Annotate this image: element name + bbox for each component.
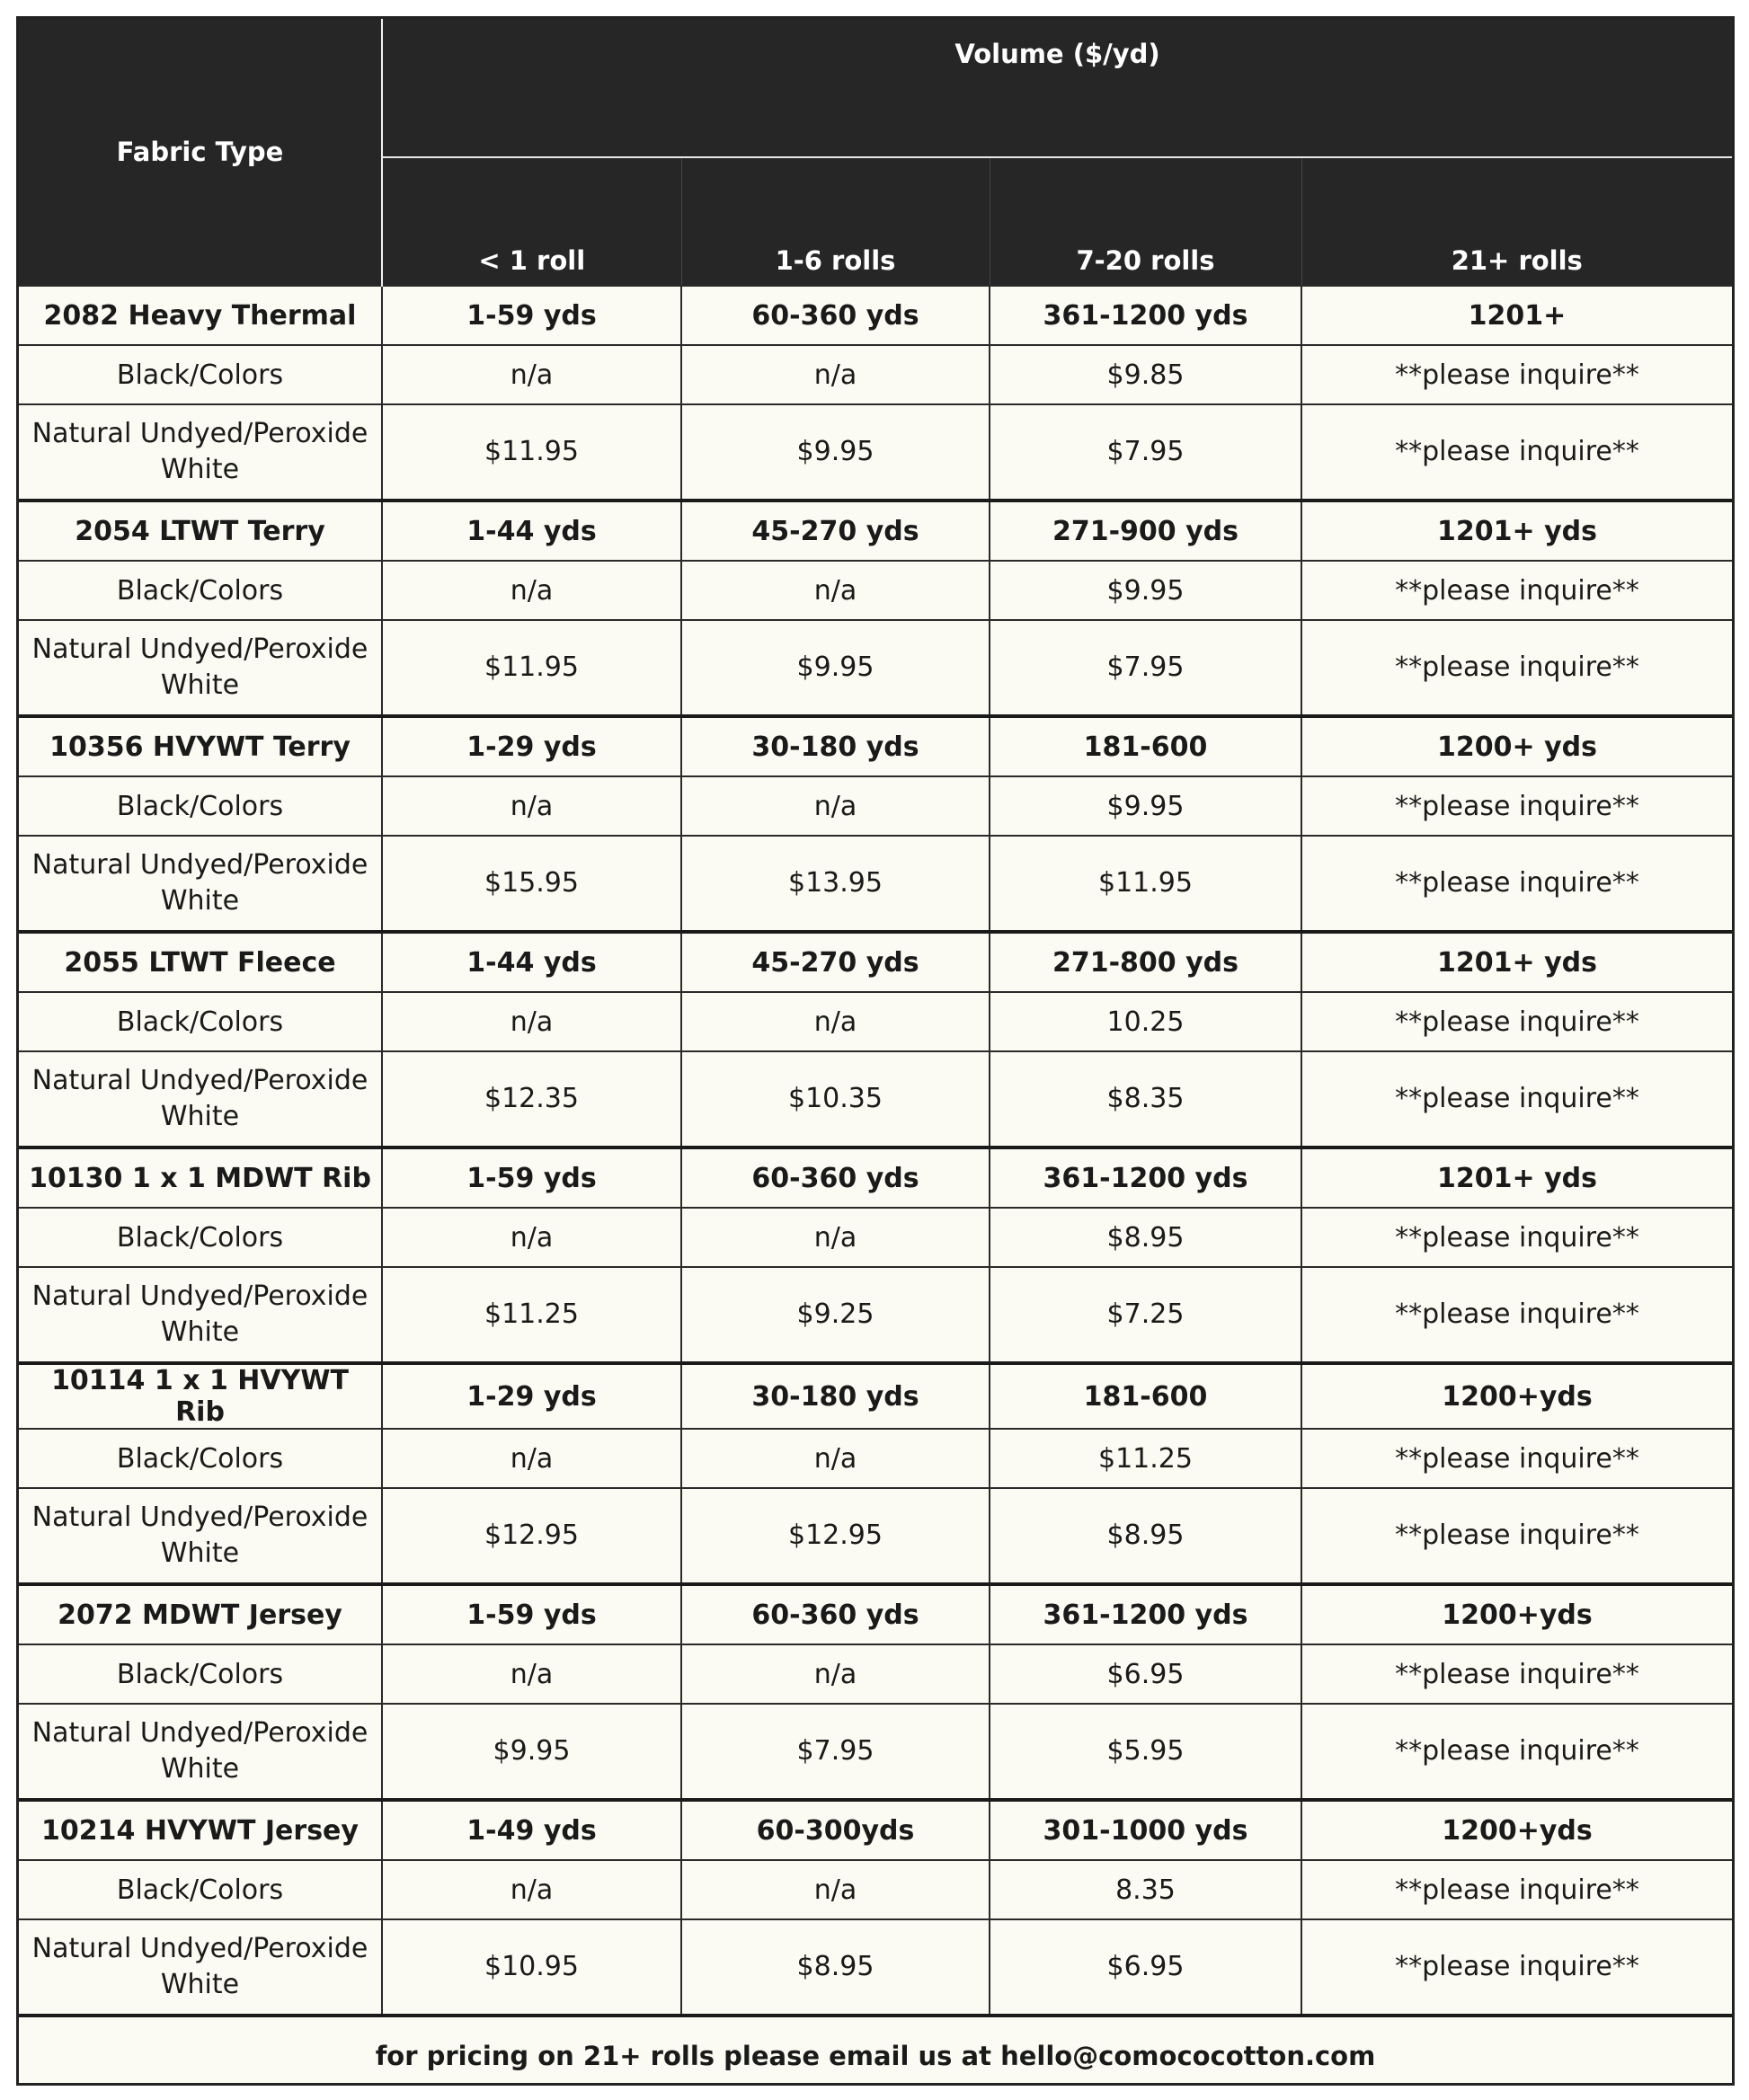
price-cell: $5.95 xyxy=(990,1704,1301,1800)
price-cell: $10.35 xyxy=(681,1051,990,1147)
fabric-group-row xyxy=(19,932,1732,992)
price-cell: n/a xyxy=(382,1644,681,1704)
yardage-range: 181-600 xyxy=(990,1363,1301,1429)
fabric-group-row xyxy=(19,1363,1732,1429)
price-cell: $6.95 xyxy=(990,1919,1301,2016)
yardage-range: 1201+ xyxy=(1301,286,1732,345)
yardage-range: 361-1200 yds xyxy=(990,1147,1301,1208)
price-cell: **please inquire** xyxy=(1301,1644,1732,1704)
fabric-type-header: Fabric Type xyxy=(19,19,382,286)
fabric-group-row xyxy=(19,1800,1732,1860)
price-cell: **please inquire** xyxy=(1301,1267,1732,1363)
price-cell: $12.35 xyxy=(382,1051,681,1147)
table-row xyxy=(19,1429,1732,1488)
yardage-range: 1-49 yds xyxy=(382,1800,681,1860)
price-cell: **please inquire** xyxy=(1301,345,1732,404)
yardage-range: 45-270 yds xyxy=(681,501,990,561)
table-body xyxy=(19,286,1732,2016)
price-cell: n/a xyxy=(382,1860,681,1919)
price-cell: $15.95 xyxy=(382,836,681,932)
yardage-range: 1201+ yds xyxy=(1301,501,1732,561)
price-cell: n/a xyxy=(681,561,990,620)
table-row xyxy=(19,992,1732,1051)
price-cell: **please inquire** xyxy=(1301,992,1732,1051)
price-cell: $8.95 xyxy=(990,1488,1301,1584)
yardage-range: 181-600 xyxy=(990,716,1301,776)
table-row xyxy=(19,1704,1732,1800)
price-cell: $12.95 xyxy=(681,1488,990,1584)
price-cell: n/a xyxy=(681,1860,990,1919)
yardage-range: 1-59 yds xyxy=(382,1147,681,1208)
fabric-group-row xyxy=(19,286,1732,345)
yardage-range: 1200+yds xyxy=(1301,1584,1732,1644)
price-cell: $13.95 xyxy=(681,836,990,932)
yardage-range: 1-29 yds xyxy=(382,1363,681,1429)
price-cell: $8.95 xyxy=(681,1919,990,2016)
yardage-range: 1200+yds xyxy=(1301,1363,1732,1429)
price-cell: n/a xyxy=(681,1429,990,1488)
footer-note: for pricing on 21+ rolls please email us at hello@comococotton.com xyxy=(19,2016,1732,2095)
price-cell: $7.95 xyxy=(990,404,1301,501)
yardage-range: 60-360 yds xyxy=(681,286,990,345)
table-row xyxy=(19,620,1732,716)
price-cell: **please inquire** xyxy=(1301,1488,1732,1584)
yardage-range: 45-270 yds xyxy=(681,932,990,992)
price-cell: $11.95 xyxy=(382,404,681,501)
color-option-label: Natural Undyed/Peroxide White xyxy=(19,1051,382,1147)
price-cell: $9.95 xyxy=(681,620,990,716)
price-cell: $8.35 xyxy=(990,1051,1301,1147)
yardage-range: 60-300yds xyxy=(681,1800,990,1860)
fabric-name: 2054 LTWT Terry xyxy=(19,501,382,561)
yardage-range: 271-900 yds xyxy=(990,501,1301,561)
price-cell: **please inquire** xyxy=(1301,1704,1732,1800)
yardage-range: 30-180 yds xyxy=(681,1363,990,1429)
yardage-range: 301-1000 yds xyxy=(990,1800,1301,1860)
color-option-label: Black/Colors xyxy=(19,1644,382,1704)
color-option-label: Natural Undyed/Peroxide White xyxy=(19,1488,382,1584)
price-cell: **please inquire** xyxy=(1301,561,1732,620)
table-row xyxy=(19,1051,1732,1147)
price-cell: **please inquire** xyxy=(1301,1919,1732,2016)
yardage-range: 1-44 yds xyxy=(382,501,681,561)
price-cell: n/a xyxy=(681,992,990,1051)
pricing-table xyxy=(19,19,1732,2095)
table-row xyxy=(19,1644,1732,1704)
fabric-group-row xyxy=(19,1584,1732,1644)
fabric-group-row xyxy=(19,501,1732,561)
yardage-range: 1201+ yds xyxy=(1301,1147,1732,1208)
price-cell: $12.95 xyxy=(382,1488,681,1584)
price-cell: n/a xyxy=(382,776,681,836)
table-row xyxy=(19,561,1732,620)
rolls-header: 1-6 rolls xyxy=(681,157,990,286)
price-cell: n/a xyxy=(382,1208,681,1267)
color-option-label: Black/Colors xyxy=(19,345,382,404)
color-option-label: Natural Undyed/Peroxide White xyxy=(19,620,382,716)
price-cell: n/a xyxy=(382,561,681,620)
color-option-label: Black/Colors xyxy=(19,992,382,1051)
color-option-label: Black/Colors xyxy=(19,1429,382,1488)
fabric-name: 10214 HVYWT Jersey xyxy=(19,1800,382,1860)
table-row xyxy=(19,1208,1732,1267)
yardage-range: 361-1200 yds xyxy=(990,1584,1301,1644)
price-cell: $10.95 xyxy=(382,1919,681,2016)
table-row xyxy=(19,1488,1732,1584)
yardage-range: 60-360 yds xyxy=(681,1147,990,1208)
price-cell: $7.95 xyxy=(681,1704,990,1800)
price-cell: n/a xyxy=(681,1208,990,1267)
color-option-label: Black/Colors xyxy=(19,1208,382,1267)
price-cell: $7.25 xyxy=(990,1267,1301,1363)
table-row xyxy=(19,1860,1732,1919)
yardage-range: 271-800 yds xyxy=(990,932,1301,992)
price-cell: n/a xyxy=(382,345,681,404)
price-cell: **please inquire** xyxy=(1301,1208,1732,1267)
yardage-range: 1201+ yds xyxy=(1301,932,1732,992)
price-cell: $9.95 xyxy=(990,776,1301,836)
fabric-name: 2055 LTWT Fleece xyxy=(19,932,382,992)
price-cell: n/a xyxy=(681,1644,990,1704)
table-row xyxy=(19,1919,1732,2016)
price-cell: $9.25 xyxy=(681,1267,990,1363)
yardage-range: 361-1200 yds xyxy=(990,286,1301,345)
price-cell: $9.85 xyxy=(990,345,1301,404)
rolls-header: 7-20 rolls xyxy=(990,157,1301,286)
price-cell: n/a xyxy=(382,992,681,1051)
fabric-name: 10356 HVYWT Terry xyxy=(19,716,382,776)
volume-header: Volume ($/yd) xyxy=(382,19,1732,157)
fabric-group-row xyxy=(19,1147,1732,1208)
price-cell: $11.25 xyxy=(990,1429,1301,1488)
table-row xyxy=(19,345,1732,404)
price-cell: $9.95 xyxy=(990,561,1301,620)
color-option-label: Natural Undyed/Peroxide White xyxy=(19,836,382,932)
fabric-name: 2082 Heavy Thermal xyxy=(19,286,382,345)
table-header xyxy=(19,19,1732,286)
color-option-label: Natural Undyed/Peroxide White xyxy=(19,1704,382,1800)
table-row xyxy=(19,404,1732,501)
price-cell: $11.95 xyxy=(990,836,1301,932)
price-cell: $11.25 xyxy=(382,1267,681,1363)
pricing-table-container xyxy=(16,16,1735,2086)
price-cell: $8.95 xyxy=(990,1208,1301,1267)
yardage-range: 1-59 yds xyxy=(382,1584,681,1644)
price-cell: 8.35 xyxy=(990,1860,1301,1919)
table-row xyxy=(19,836,1732,932)
price-cell: $7.95 xyxy=(990,620,1301,716)
price-cell: n/a xyxy=(382,1429,681,1488)
yardage-range: 30-180 yds xyxy=(681,716,990,776)
color-option-label: Natural Undyed/Peroxide White xyxy=(19,1267,382,1363)
price-cell: $11.95 xyxy=(382,620,681,716)
price-cell: n/a xyxy=(681,345,990,404)
color-option-label: Natural Undyed/Peroxide White xyxy=(19,404,382,501)
price-cell: **please inquire** xyxy=(1301,1051,1732,1147)
yardage-range: 1200+ yds xyxy=(1301,716,1732,776)
price-cell: **please inquire** xyxy=(1301,620,1732,716)
color-option-label: Black/Colors xyxy=(19,776,382,836)
color-option-label: Black/Colors xyxy=(19,1860,382,1919)
price-cell: **please inquire** xyxy=(1301,776,1732,836)
yardage-range: 1-44 yds xyxy=(382,932,681,992)
color-option-label: Natural Undyed/Peroxide White xyxy=(19,1919,382,2016)
fabric-name: 10130 1 x 1 MDWT Rib xyxy=(19,1147,382,1208)
price-cell: 10.25 xyxy=(990,992,1301,1051)
price-cell: $9.95 xyxy=(382,1704,681,1800)
price-cell: **please inquire** xyxy=(1301,1429,1732,1488)
table-row xyxy=(19,776,1732,836)
fabric-name: 10114 1 x 1 HVYWT Rib xyxy=(19,1363,382,1429)
rolls-header: < 1 roll xyxy=(382,157,681,286)
price-cell: **please inquire** xyxy=(1301,1860,1732,1919)
yardage-range: 60-360 yds xyxy=(681,1584,990,1644)
table-row xyxy=(19,1267,1732,1363)
yardage-range: 1-59 yds xyxy=(382,286,681,345)
yardage-range: 1-29 yds xyxy=(382,716,681,776)
fabric-name: 2072 MDWT Jersey xyxy=(19,1584,382,1644)
yardage-range: 1200+yds xyxy=(1301,1800,1732,1860)
price-cell: $6.95 xyxy=(990,1644,1301,1704)
color-option-label: Black/Colors xyxy=(19,561,382,620)
rolls-header: 21+ rolls xyxy=(1301,157,1732,286)
fabric-group-row xyxy=(19,716,1732,776)
price-cell: n/a xyxy=(681,776,990,836)
price-cell: **please inquire** xyxy=(1301,836,1732,932)
price-cell: $9.95 xyxy=(681,404,990,501)
price-cell: **please inquire** xyxy=(1301,404,1732,501)
